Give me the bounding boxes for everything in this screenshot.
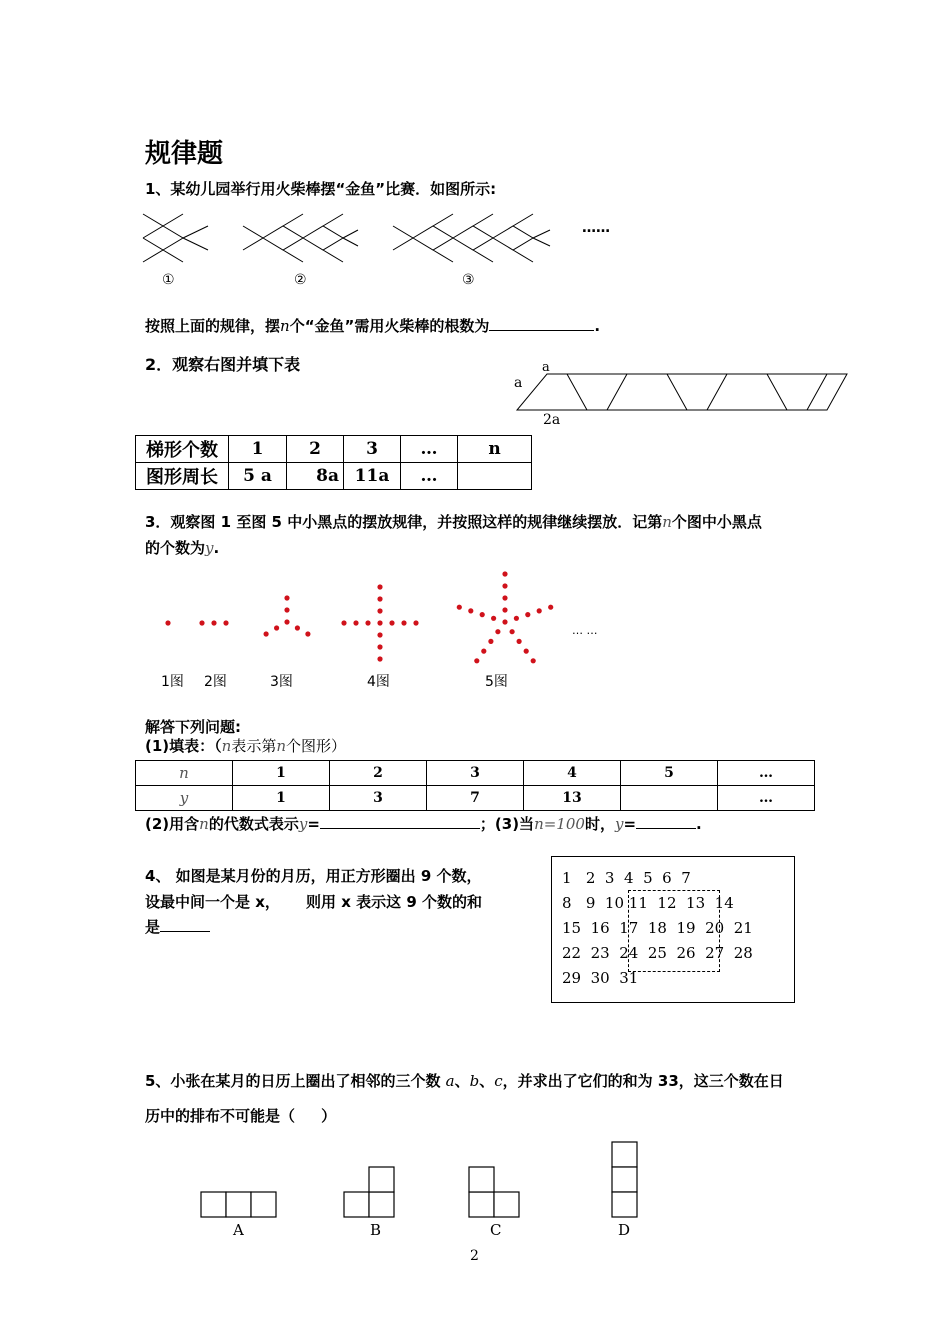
q5-options-figure bbox=[195, 1135, 655, 1245]
q3-fig-label-5: 5图 bbox=[485, 674, 508, 690]
calendar-row: 1 2 3 4 5 6 7 bbox=[562, 869, 691, 887]
dot bbox=[353, 620, 358, 625]
dot bbox=[284, 619, 289, 624]
q3-fig-label-4: 4图 bbox=[367, 674, 390, 690]
dot bbox=[474, 658, 479, 663]
q1-answer-blank[interactable] bbox=[489, 316, 594, 331]
dot bbox=[481, 649, 486, 654]
q4-answer-blank[interactable] bbox=[160, 917, 210, 932]
dot bbox=[413, 620, 418, 625]
q3-value-blank[interactable] bbox=[636, 814, 696, 829]
page-number: 2 bbox=[470, 1248, 479, 1264]
dot bbox=[468, 608, 473, 613]
calendar-row: 29 30 31 bbox=[562, 969, 639, 987]
dot bbox=[274, 625, 279, 630]
dot bbox=[524, 649, 529, 654]
dot bbox=[491, 616, 496, 621]
calendar-row: 15 16 17 18 19 20 21 bbox=[562, 919, 753, 937]
dot bbox=[377, 644, 382, 649]
dot bbox=[284, 595, 289, 600]
dot bbox=[223, 620, 228, 625]
q5-option-c[interactable]: C bbox=[490, 1221, 502, 1239]
table-row: y 1 3 7 13 … bbox=[136, 786, 815, 811]
dot bbox=[365, 620, 370, 625]
dot bbox=[377, 620, 382, 625]
dot bbox=[510, 629, 515, 634]
dot bbox=[389, 620, 394, 625]
q2-label-a-top: a bbox=[542, 360, 550, 375]
calendar-row: 22 23 24 25 26 27 28 bbox=[562, 944, 753, 962]
q4-line2: 设最中间一个是 x， 则用 x 表示这 9 个数的和 bbox=[145, 893, 483, 911]
dot bbox=[495, 629, 500, 634]
dot bbox=[401, 620, 406, 625]
dot bbox=[305, 631, 310, 636]
q1-fig-label-2: ② bbox=[294, 272, 307, 288]
q3-fig-label-3: 3图 bbox=[270, 674, 293, 690]
dot bbox=[502, 595, 507, 600]
dot bbox=[548, 605, 553, 610]
dot bbox=[199, 620, 204, 625]
dot bbox=[525, 612, 530, 617]
dot bbox=[502, 571, 507, 576]
calendar-row: 8 9 10 11 12 13 14 bbox=[562, 894, 734, 912]
q1-fig-label-1: ① bbox=[162, 272, 175, 288]
dot bbox=[531, 658, 536, 663]
q2-blank-cell[interactable] bbox=[458, 463, 532, 490]
dot bbox=[377, 656, 382, 661]
dot bbox=[264, 631, 269, 636]
q5-option-d[interactable]: D bbox=[618, 1221, 631, 1239]
q3-line2: 的个数为y. bbox=[145, 539, 220, 557]
q3-dot-figures bbox=[150, 565, 620, 665]
dot bbox=[165, 620, 170, 625]
dot bbox=[295, 625, 300, 630]
dot bbox=[457, 605, 462, 610]
dot bbox=[502, 583, 507, 588]
calendar-selection-square bbox=[628, 890, 720, 972]
q3-blank-cell[interactable] bbox=[621, 786, 718, 811]
q3-answer-heading: 解答下列问题: bbox=[145, 718, 241, 736]
dot bbox=[502, 619, 507, 624]
q3-fig-label-1: 1图 bbox=[161, 674, 184, 690]
q4-line3: 是 bbox=[145, 916, 210, 937]
dot bbox=[514, 616, 519, 621]
table-row: 梯形个数 1 2 3 … n bbox=[136, 436, 532, 463]
q4-line1: 4、 如图是某月份的月历，用正方形圈出 9 个数， bbox=[145, 867, 482, 885]
q2-label-a-left: a bbox=[514, 375, 523, 391]
dot bbox=[284, 607, 289, 612]
q2-table bbox=[135, 435, 532, 490]
page-title: 规律题 bbox=[145, 139, 224, 169]
q3-fig-label-2: 2图 bbox=[204, 674, 227, 690]
q2-text: 2．观察右图并填下表 bbox=[145, 355, 301, 374]
dot bbox=[377, 608, 382, 613]
dot bbox=[537, 608, 542, 613]
q1-fig-label-3: ③ bbox=[462, 272, 475, 288]
q3-expression-blank[interactable] bbox=[320, 814, 480, 829]
dot bbox=[517, 639, 522, 644]
q1-prompt: 按照上面的规律，摆n个“金鱼”需用火柴棒的根数为 . bbox=[145, 317, 601, 335]
dot bbox=[341, 620, 346, 625]
q3-fill-instruction: (1)填表：（n表示第n个图形） bbox=[145, 737, 347, 755]
q3-part2: (2)用含n的代数式表示y= ；(3)当n=100时，y= . bbox=[145, 815, 702, 833]
q2-label-2a: 2a bbox=[543, 412, 561, 428]
q5-option-b[interactable]: B bbox=[370, 1221, 382, 1239]
q5-line1: 5、小张在某月的日历上圈出了相邻的三个数 a、b、c，并求出了它们的和为 33，这三个数在日 bbox=[145, 1072, 784, 1090]
q1-text: 1、某幼儿园举行用火柴棒摆“金鱼”比赛．如图所示: bbox=[145, 180, 497, 198]
table-row: 图形周长 5 a 8a 11a … bbox=[136, 463, 532, 490]
dot bbox=[488, 639, 493, 644]
q3-table bbox=[135, 760, 815, 811]
q5-line2: 历中的排布不可能是（ ） bbox=[145, 1107, 337, 1125]
dot bbox=[377, 632, 382, 637]
q1-goldfish-figures bbox=[138, 200, 638, 296]
q5-option-a[interactable]: A bbox=[233, 1221, 244, 1239]
q3-ellipsis: … … bbox=[572, 624, 598, 637]
q1-ellipsis: …… bbox=[582, 220, 610, 236]
q3-line1: 3．观察图 1 至图 5 中小黑点的摆放规律，并按照这样的规律继续摆放．记第n个图中小黑点 bbox=[145, 513, 762, 531]
dot bbox=[211, 620, 216, 625]
calendar-box bbox=[551, 856, 795, 1003]
dot bbox=[377, 584, 382, 589]
table-row: n 1 2 3 4 5 … bbox=[136, 761, 815, 786]
q2-trapezoid-figure bbox=[510, 362, 855, 422]
dot bbox=[480, 612, 485, 617]
dot bbox=[502, 607, 507, 612]
dot bbox=[377, 596, 382, 601]
